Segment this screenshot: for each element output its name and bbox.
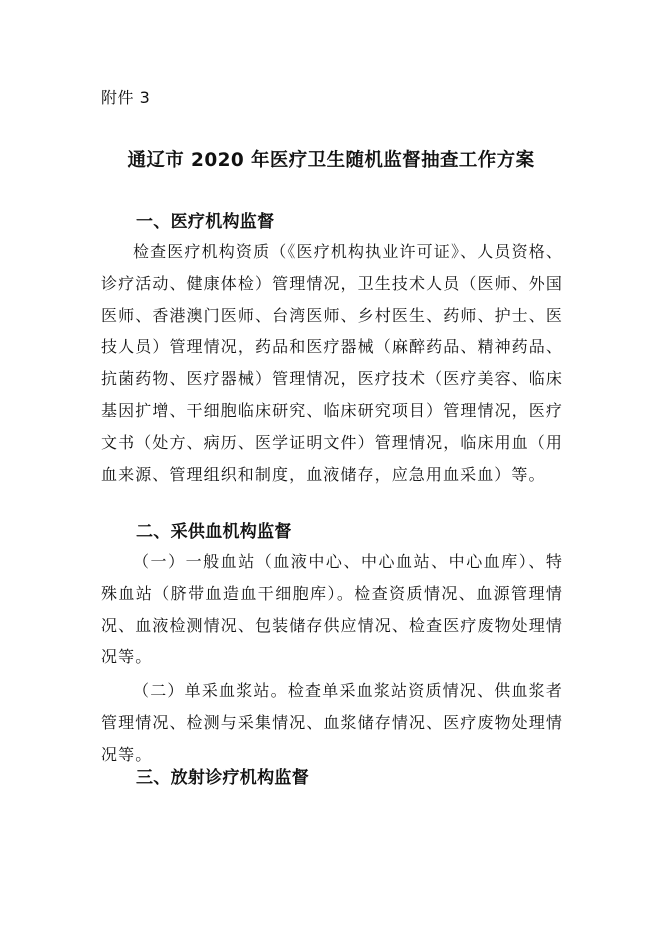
section-paragraph-plasma-stations: （二）单采血浆站。检查单采血浆站资质情况、供血浆者管理情况、检测与采集情况、血浆储存情况、医疗废物处理情况等。 (101, 681, 563, 764)
attachment-label: 附件 3 (101, 88, 151, 107)
document-title: 通辽市 2020 年医疗卫生随机监督抽查工作方案 (127, 150, 535, 171)
section-paragraph-general-blood-stations: （一）一般血站（血液中心、中心血站、中心血库）、特殊血站（脐带血造血干细胞库）。检查资质情况、血源管理情况、血液检测情况、包装储存供应情况、检查医疗废物处理情况等。 (101, 552, 563, 667)
section-paragraph-medical-institutions: 检查医疗机构资质（《医疗机构执业许可证》、人员资格、诊疗活动、健康体检）管理情况，卫生技术人员（医师、外国医师、香港澳门医师、台湾医师、乡村医生、药师、护士、医技人员）管理情况，药品和医疗器械（麻醉药品、精神药品、抗菌药物、医疗器械）管理情况，医疗技术（医疗美容、临床基因扩增、干细胞临床研究、临床研究项目）管理情况，医疗文书（处方、病历、医学证明文件）管理情况，临床用血（用血来源、管理组织和制度，血液储存，应急用血采血）等。 (101, 242, 563, 484)
section-heading-blood-collection: 二、采供血机构监督 (136, 522, 292, 542)
section-heading-medical-institutions: 一、医疗机构监督 (136, 212, 275, 232)
section-heading-radiology: 三、放射诊疗机构监督 (136, 768, 309, 788)
